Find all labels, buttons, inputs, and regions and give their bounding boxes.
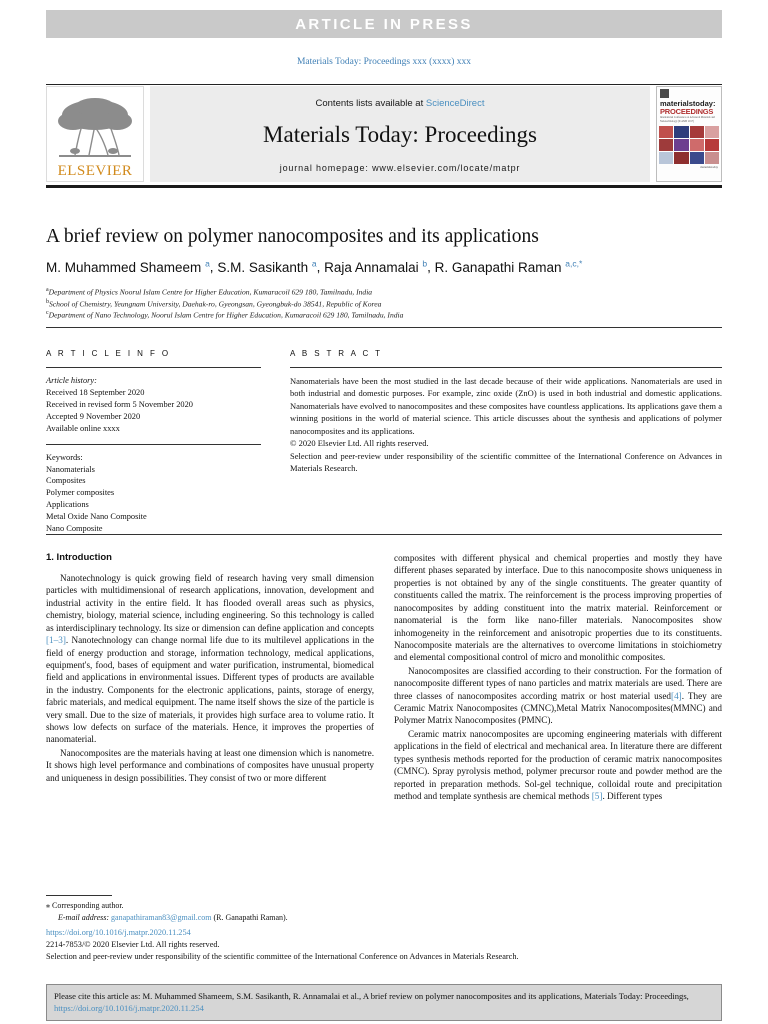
- corresponding-author-line: ⁎ Corresponding author.: [46, 901, 124, 910]
- body-column-right: [394, 552, 722, 802]
- author-affiliation-marker: a,c,*: [565, 258, 583, 268]
- article-in-press-banner: [46, 10, 722, 38]
- cover-tile: [674, 139, 688, 151]
- author-name: M. Muhammed Shameem $^a$: [46, 258, 210, 275]
- body-paragraph: Nanocomposites are the materials having at least one dimension which is nanometre. It shows high level performance and combinations of composites have unusual property and uniqueness in design possibilities. They consist of two or more different: [46, 747, 374, 783]
- section-heading-introduction: 1. Introduction: [46, 552, 112, 563]
- keywords-label: Keywords:: [46, 452, 83, 462]
- article-history-item: Received in revised form 5 November 2020: [46, 399, 193, 409]
- cover-tile: [705, 152, 719, 164]
- cover-tile: [674, 152, 688, 164]
- body-paragraph: Nanocomposites are classified according to their construction. For the formation of nanocomposite different types of nano particles and matrix materials are used. There are three classes of nanocomposites according matrix or host material used[4]. They are Ceramic Matrix Nanocomposites (CMNC),Metal Matrix Nanocomposites(MMNC) and Polymer Matrix Nanocomposites (PMNC).: [394, 665, 722, 726]
- affiliation-marker: b: [46, 298, 49, 305]
- article-history-items: [46, 387, 261, 435]
- email-owner: (R. Ganapathi Raman).: [213, 912, 288, 922]
- elsevier-tree-icon: [53, 95, 137, 163]
- corresponding-author-footnote: [46, 900, 376, 923]
- abstract-text: Nanomaterials have been the most studied in the last decade because of their wide applications. Nanomaterials are used in both industrial and domestic purposes. For example, zinc oxide (ZnO) is used in both industrial and domestic applications. Nanomaterials have evolved to nanocomposites and these composites have countless applications. Its applications gave them a winning positions in the world of material science. This article discusses about the synthesis and applications of polymer nanocomposites and its applications.: [290, 376, 722, 436]
- affiliation-marker: a: [46, 287, 49, 293]
- body-paragraph: Ceramic matrix nanocomposites are upcoming engineering materials with different applications in the field of electrical and mechanical area. In literature there are different types synthesis methods reported for the production of ceramic matrix nanocomposites (CMNC). Spray pyrolysis method, polymer precursor route and powder method are the reported in preparation methods. Sol-gel technique, colloidal route and precipitation method and template synthesis are chemical methods [5]. Different types: [394, 728, 722, 802]
- abstract-copyright: © 2020 Elsevier Ltd. All rights reserved.: [290, 438, 429, 449]
- keywords-block: [46, 452, 261, 535]
- author-name: S.M. Sasikanth $^a$: [217, 258, 317, 275]
- cover-tile: [705, 126, 719, 138]
- page-title: A brief review on polymer nanocomposites and its applications: [46, 226, 539, 247]
- cite-this-article-box: [46, 984, 722, 1021]
- right-column-paragraphs: [394, 552, 722, 802]
- sciencedirect-link[interactable]: ScienceDirect: [425, 97, 485, 109]
- article-history-item: Received 18 September 2020: [46, 387, 145, 397]
- citation-reference[interactable]: [4]: [671, 690, 682, 701]
- author-list: M. Muhammed Shameem $^a$, S.M. Sasikanth $^a$, Raja Annamalai $^b$, R. Ganapathi Raman $^{a,c,*}$: [46, 258, 583, 275]
- doi-link[interactable]: https://doi.org/10.1016/j.matpr.2020.11.254: [46, 928, 191, 937]
- cover-title-line1: materialstoday:: [660, 99, 716, 108]
- article-in-press-label: ARTICLE IN PRESS: [295, 15, 473, 33]
- affiliation-item: $^b$School of Chemistry, Yeungnam University, Daehak-ro, Gyeongsan, Gyeongbuk-do 38541, Republic of Korea: [46, 298, 382, 309]
- cover-tile: [659, 126, 673, 138]
- body-top-rule: [46, 534, 722, 535]
- article-info-section: [46, 349, 261, 535]
- cover-tile: [659, 139, 673, 151]
- email-link[interactable]: ganapathiraman83@gmail.com: [111, 912, 212, 922]
- issn-copyright-line: 2214-7853/© 2020 Elsevier Ltd. All rights reserved.: [46, 939, 220, 949]
- affiliation-marker: c: [46, 310, 49, 317]
- abstract-heading: A B S T R A C T: [290, 349, 383, 358]
- keyword-item: Nano Composite: [46, 524, 103, 534]
- keyword-item: Metal Oxide Nano Composite: [46, 512, 147, 522]
- masthead-top-rule: [46, 84, 722, 85]
- abstract-section: [290, 349, 722, 475]
- cover-image-grid: [657, 126, 721, 164]
- masthead-bottom-rule: [46, 185, 722, 188]
- keyword-item: Applications: [46, 500, 89, 510]
- affiliation-item: $^c$Department of Nano Technology, Noorul Islam Centre for Higher Education, Kumaracoil 629 180, Tamilnadu, India: [46, 310, 404, 320]
- author-name: R. Ganapathi Raman $^{a,c,*}$: [434, 258, 583, 275]
- email-line: [46, 912, 376, 924]
- abstract-body: [290, 375, 722, 475]
- article-history-block: [46, 375, 261, 435]
- body-column-left: [46, 552, 374, 784]
- journal-title: Materials Today: Proceedings: [263, 121, 537, 147]
- cover-header: [657, 87, 721, 124]
- keyword-items: [46, 464, 261, 536]
- citation-reference[interactable]: [1–3]: [46, 635, 66, 646]
- article-history-item: Available online xxxx: [46, 423, 120, 433]
- keywords-rule: [46, 444, 261, 445]
- cite-doi-link[interactable]: https://doi.org/10.1016/j.matpr.2020.11.254: [54, 1003, 204, 1014]
- cover-tile: [674, 126, 688, 138]
- body-paragraph: composites with different physical and chemical properties and mostly they have different phases separated by interface. Due to this nanocomposite shows uniqueness in properties is not obtained by any of the single constituents. The greater quantity of constituents called the matrix. The reinforcement is the process improving properties of nanocomposites by adding constituent into the matrix material. Reinforcement or nanomaterial is the form like nano-filler materials. Nanocomposites show inhomogeneity in the reinforcement and anisotropic properties due to its constituents. Nanocomposite materials are the alternatives to overcome limitations in stoichiometry and elemental compositional control of micro and monolithic composites.: [394, 553, 722, 663]
- article-history-label: Article history:: [46, 376, 97, 385]
- abstract-rule: [290, 367, 722, 368]
- article-info-rule: [46, 367, 261, 368]
- keyword-item: Polymer composites: [46, 488, 115, 498]
- info-section-top-rule: [46, 327, 722, 328]
- author-name: Raja Annamalai $^b$: [324, 258, 428, 275]
- author-affiliation-marker: b: [422, 258, 428, 268]
- author-affiliation-marker: a: [205, 258, 210, 268]
- author-affiliation-marker: a: [311, 258, 317, 268]
- elsevier-wordmark: ELSEVIER: [57, 163, 133, 179]
- publisher-info-block: [46, 927, 722, 962]
- cover-footer-label: materialstoday: [700, 164, 718, 169]
- elsevier-logo: [46, 86, 144, 182]
- cover-subtitle: International Conference on Advanced Materials and Nanotechnology (ICAMN 2017): [660, 116, 715, 123]
- publisher-peer-review-line: Selection and peer-review under responsibility of the scientific committee of the International Conference on Advances in Materials Research.: [46, 951, 519, 961]
- left-column-paragraphs: [46, 572, 374, 784]
- cover-tile: [690, 139, 704, 151]
- cover-elsevier-icon: [660, 89, 669, 98]
- journal-reference-line: Materials Today: Proceedings xxx (xxxx) xxx: [296, 57, 472, 67]
- journal-homepage-line[interactable]: journal homepage: www.elsevier.com/locate/matpr: [279, 162, 521, 173]
- keyword-item: Nanomaterials: [46, 464, 95, 474]
- affiliation-list: [46, 286, 722, 321]
- journal-masthead: [46, 86, 722, 184]
- affiliation-item: $^a$Department of Physics Noorul Islam Centre for Higher Education, Kumaracoil 629 180, Tamilnadu, India: [46, 287, 373, 297]
- cover-tile: [690, 126, 704, 138]
- email-label: E-mail address:: [58, 912, 110, 922]
- keyword-item: Composites: [46, 476, 86, 486]
- contents-prefix: Contents lists available at: [315, 97, 426, 109]
- cover-tile: [705, 139, 719, 151]
- journal-cover-thumbnail[interactable]: [656, 86, 722, 182]
- article-info-heading: A R T I C L E I N F O: [46, 349, 171, 358]
- contents-available-line: [316, 98, 485, 109]
- article-history-item: Accepted 9 November 2020: [46, 411, 141, 421]
- citation-reference[interactable]: [5]: [591, 791, 603, 802]
- footnote-rule: [46, 895, 112, 896]
- abstract-peer-review: Selection and peer-review under responsibility of the scientific committee of the International Conference on Advances in Materials Research.: [290, 450, 722, 474]
- cite-text: Please cite this article as: M. Muhammed Shameem, S.M. Sasikanth, R. Annamalai et al., A brief review on polymer nanocomposites and its applications, Materials Today: Proceedings,: [54, 991, 689, 1001]
- cover-tile: [690, 152, 704, 164]
- cover-title-line2: PROCEEDINGS: [660, 106, 714, 116]
- masthead-center-panel: [150, 86, 650, 182]
- body-paragraph: Nanotechnology is quick growing field of research having very small dimension particles with multidimensional of research applications, innovation, development and industrial activity in the entire field. It has flooded overall areas such as physics, chemistry, biology, material science, including engineering. So this technology is called as interdisciplinary technology. Its size or dimension can define application and concepts [1–3]. Nanotechnology can change normal life due to its multilevel applications in the field of energy production and storage, information technology, medical applications, equipment's, food, bases of equipment and water purification, instrumental, biomedical field and applications in environmental issues. Different types of products are available in the industry. Components for the electronic applications, paints, storage of energy, fabric materials, and medical equipment. The name itself shows the size of the particle is very small. Due to the size of materials, it provides high surface area to volume ratio. It shows low defects on surface of the materials. Hence, it improves the properties of nanomaterial.: [46, 573, 374, 745]
- cover-tile: [659, 152, 673, 164]
